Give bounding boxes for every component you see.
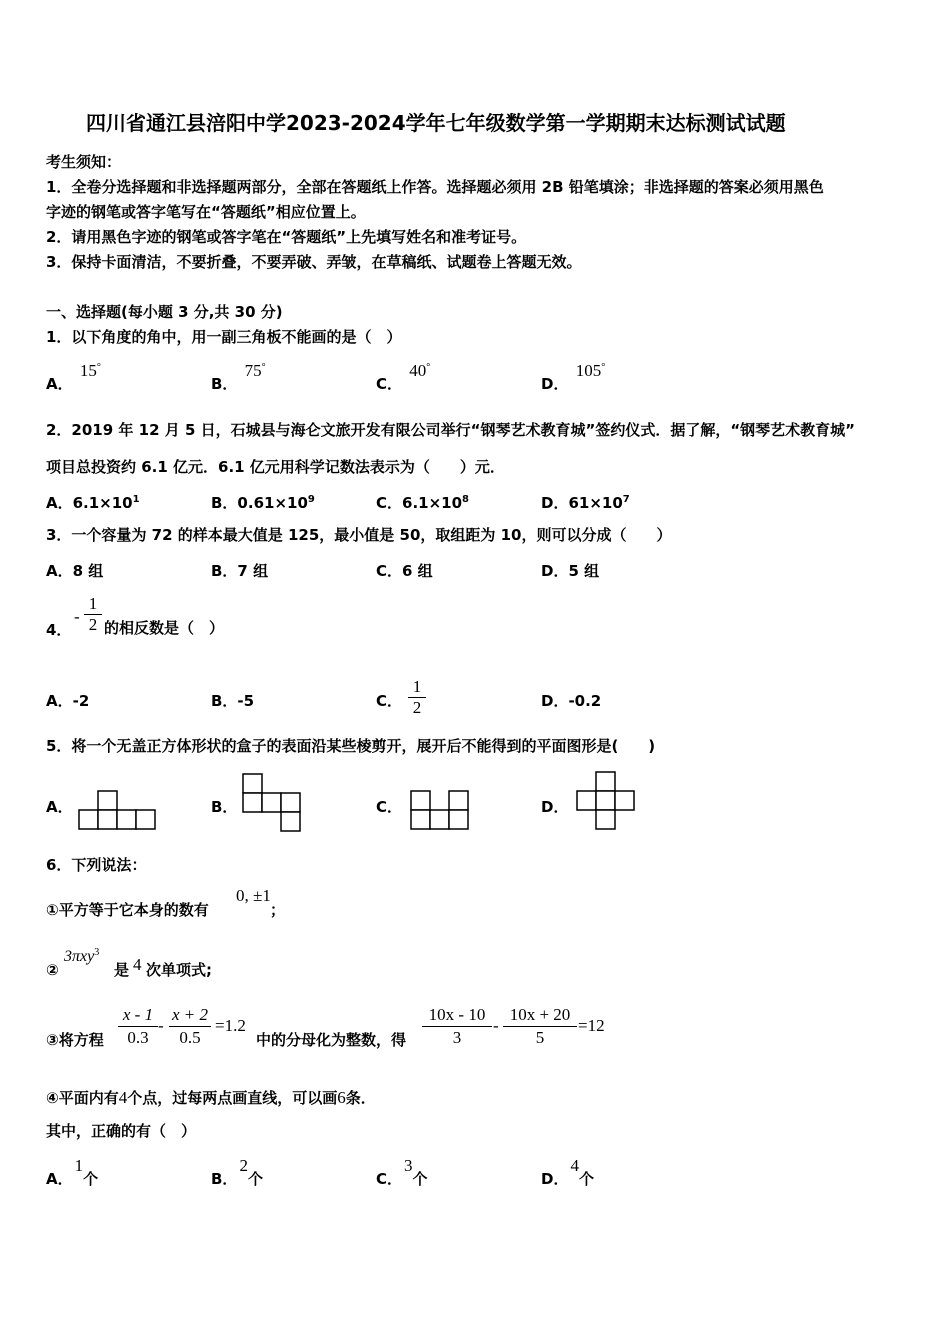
q6-statement-2-circle: ②	[46, 961, 59, 979]
q5-stem: 5．将一个无盖正方体形状的盒子的表面沿某些棱剪开，展开后不能得到的平面图形是( )	[46, 737, 656, 755]
q3-option-d: D．5 组	[541, 562, 600, 580]
option-label: D．	[541, 375, 569, 393]
q6-minus-2: -	[493, 1016, 499, 1035]
q2-option-b: B．$0.61\times 10^9$	[211, 494, 315, 512]
q4-option-a: A．-2	[46, 692, 90, 710]
option-label: C．	[376, 375, 403, 393]
q2-option-d: D．$61\times 10^7$	[541, 494, 630, 512]
angle-value: 75°	[244, 361, 266, 380]
q4-stem-tail: 的相反数是（ ）	[104, 619, 225, 637]
q1-option-b	[211, 360, 266, 393]
q1-option-a	[46, 360, 101, 393]
q6-statement-3-middle: 中的分母化为整数，得	[256, 1031, 407, 1049]
q6-option-b: B．2个	[211, 1156, 263, 1188]
q6-question: 其中，正确的有（ ）	[46, 1122, 197, 1140]
section-heading: 一、选择题(每小题 3 分,共 30 分)	[46, 303, 283, 321]
angle-value: 105°	[575, 361, 606, 380]
q3-option-b: B．7 组	[211, 562, 269, 580]
q4-option-d: D．-0.2	[541, 692, 602, 710]
q6-statement-2-math: 3πxy$^3$	[64, 947, 100, 965]
q4-option-c: C．	[376, 692, 403, 710]
notice-heading: 考生须知：	[46, 153, 122, 171]
notice-line-1: 1．全卷分选择题和非选择题两部分，全部在答题纸上作答。选择题必须用 2B 铅笔填涂；非选择题的答案必须用黑色	[46, 178, 824, 196]
q6-statement-3-text: ③将方程	[46, 1031, 104, 1049]
q6-statement-2-is: 是	[114, 961, 130, 979]
q2-stem-line-2: 项目总投资约 6.1 亿元．6.1 亿元用科学记数法表示为（ ）元．	[46, 458, 505, 476]
page-title: 四川省通江县涪阳中学2023-2024学年七年级数学第一学期期末达标测试试题	[86, 111, 786, 135]
q4-option-c-fraction: 1 2	[408, 677, 426, 718]
q6-statement-1-text: ①平方等于它本身的数有	[46, 901, 209, 919]
q6-fraction-4: 10x + 20 5	[503, 1004, 577, 1049]
q6-statement-2-degree: 4	[133, 955, 142, 974]
q3-option-c: C．6 组	[376, 562, 433, 580]
q2-stem-line-1: 2．2019 年 12 月 5 日，石城县与海仑文旅开发有限公司举行“钢琴艺术教育城”签约仪式．据了解，“钢琴艺术教育城”	[46, 421, 856, 439]
notice-line-3: 2．请用黑色字迹的钢笔或答字笔在“答题纸”上先填写姓名和准考证号。	[46, 228, 527, 246]
angle-value: 15°	[79, 361, 101, 380]
q6-stem: 6．下列说法：	[46, 856, 147, 874]
q5-option-d-label: D．	[541, 798, 569, 816]
q4-option-b: B．-5	[211, 692, 255, 710]
q1-stem: 1．以下角度的角中，用一副三角板不能画的是（ ）	[46, 328, 402, 346]
q6-equals-1: =1.2	[215, 1016, 246, 1035]
q1-option-d	[541, 360, 606, 393]
angle-value: 40°	[409, 361, 431, 380]
q6-option-c: C．3个	[376, 1156, 428, 1188]
q6-option-d: D．4个	[541, 1156, 594, 1188]
q6-statement-2-end: 次单项式;	[146, 961, 212, 979]
q6-fraction-1: x - 1 0.3	[118, 1004, 158, 1049]
q4-minus: -	[74, 607, 80, 626]
q6-statement-1-end: ；	[270, 901, 286, 919]
option-label: B．	[211, 375, 238, 393]
q5-net-a	[76, 789, 158, 831]
q4-number: 4．	[46, 621, 72, 639]
q1-option-c	[376, 360, 431, 393]
q6-statement-4: ④平面内有4个点，过每两点画直线，可以画6条．	[46, 1088, 376, 1107]
q3-stem: 3．一个容量为 72 的样本最大值是 125，最小值是 50，取组距为 10，则可以分成（ ）	[46, 526, 672, 544]
q6-option-a: A．1个	[46, 1156, 99, 1188]
q6-equals-2: =12	[578, 1016, 605, 1035]
q5-net-c	[408, 789, 472, 831]
q5-option-a-label: A．	[46, 798, 73, 816]
option-label: A．	[46, 375, 73, 393]
q6-fraction-2: x + 2 0.5	[169, 1004, 211, 1049]
q5-net-d	[574, 770, 638, 832]
q5-net-b	[240, 772, 304, 834]
q2-option-c: C．$6.1\times 10^8$	[376, 494, 469, 512]
notice-line-2: 字迹的钢笔或答字笔写在“答题纸”相应位置上。	[46, 203, 366, 221]
q6-statement-1-math: 0, ±1	[236, 886, 271, 905]
q6-minus-1: -	[158, 1016, 164, 1035]
q6-fraction-3: 10x - 10 3	[422, 1004, 492, 1049]
notice-line-4: 3．保持卡面清洁，不要折叠，不要弄破、弄皱，在草稿纸、试题卷上答题无效。	[46, 253, 582, 271]
q2-option-a: A．$6.1\times 10^1$	[46, 494, 140, 512]
q4-fraction: 1 2	[84, 594, 102, 635]
q5-option-b-label: B．	[211, 798, 238, 816]
q3-option-a: A．8 组	[46, 562, 104, 580]
q5-option-c-label: C．	[376, 798, 403, 816]
